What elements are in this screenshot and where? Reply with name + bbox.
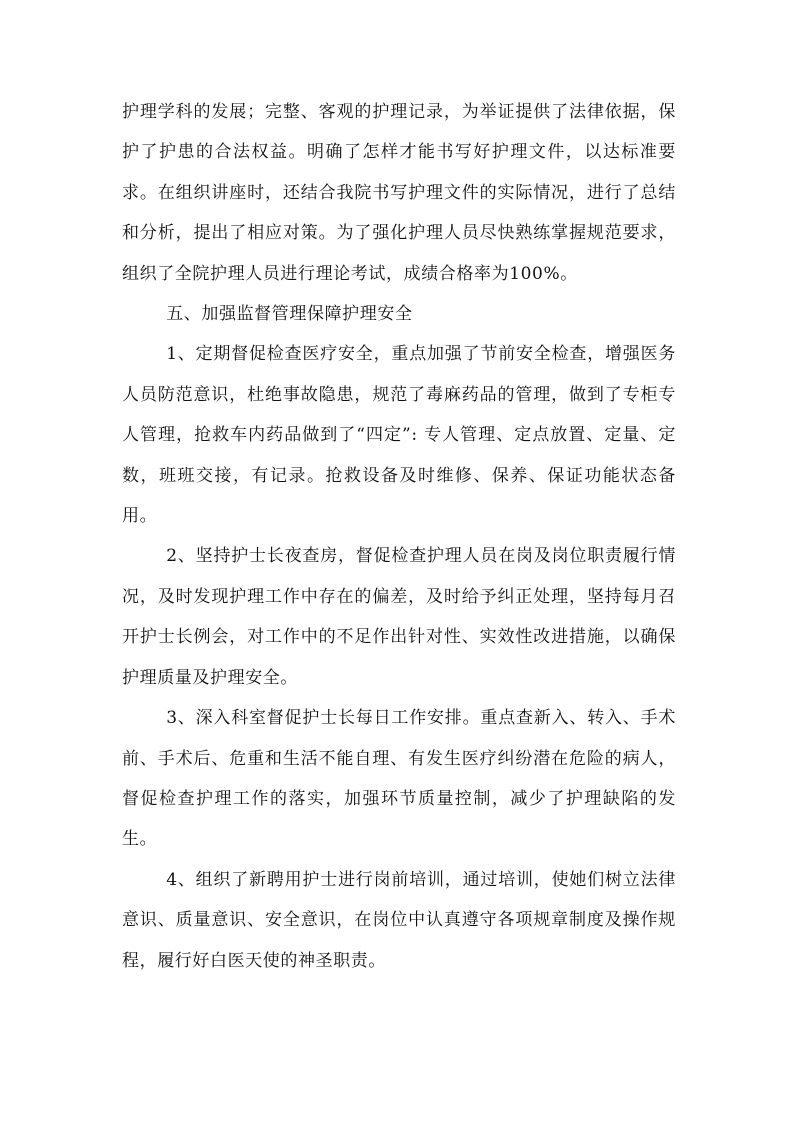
paragraph-item-3: 3、深入科室督促护士长每日工作安排。重点查新入、转入、手术前、手术后、危重和生活不能自理、有发生医疗纠纷潜在危险的病人，督促检查护理工作的落实，加强环节质量控制，减少了护理缺陷的发生。	[122, 708, 676, 850]
paragraph-item-4: 4、组织了新聘用护士进行岗前培训，通过培训，使她们树立法律意识、质量意识、安全意识，在岗位中认真遵守各项规章制度及操作规程，履行好白医天使的神圣职责。	[122, 869, 676, 971]
paragraph-item-2: 2、坚持护士长夜查房，督促检查护理人员在岗及岗位职责履行情况，及时发现护理工作中存在的偏差，及时给予纠正处理，坚持每月召开护士长例会，对工作中的不足作出针对性、实效性改进措施，以确保护理质量及护理安全。	[122, 546, 676, 688]
section-heading: 五、加强监督管理保障护理安全	[166, 304, 413, 325]
paragraph-item-1: 1、定期督促检查医疗安全，重点加强了节前安全检查，增强医务人员防范意识，杜绝事故隐患，规范了毒麻药品的管理，做到了专柜专人管理，抢救车内药品做到了“四定”: 专人管理、定点放置、定量、定数，班班交接，有记录。抢救设备及时维修、保养、保证功能状态备用。	[122, 344, 676, 527]
document-body	[122, 92, 676, 981]
paragraph-continuation: 护理学科的发展；完整、客观的护理记录，为举证提供了法律依据，保护了护患的合法权益。明确了怎样才能书写好护理文件，以达标准要求。在组织讲座时，还结合我院书写护理文件的实际情况，进行了总结和分析，提出了相应对策。为了强化护理人员尽快熟练掌握规范要求，组织了全院护理人员进行理论考试，成绩合格率为100%。	[122, 102, 676, 284]
